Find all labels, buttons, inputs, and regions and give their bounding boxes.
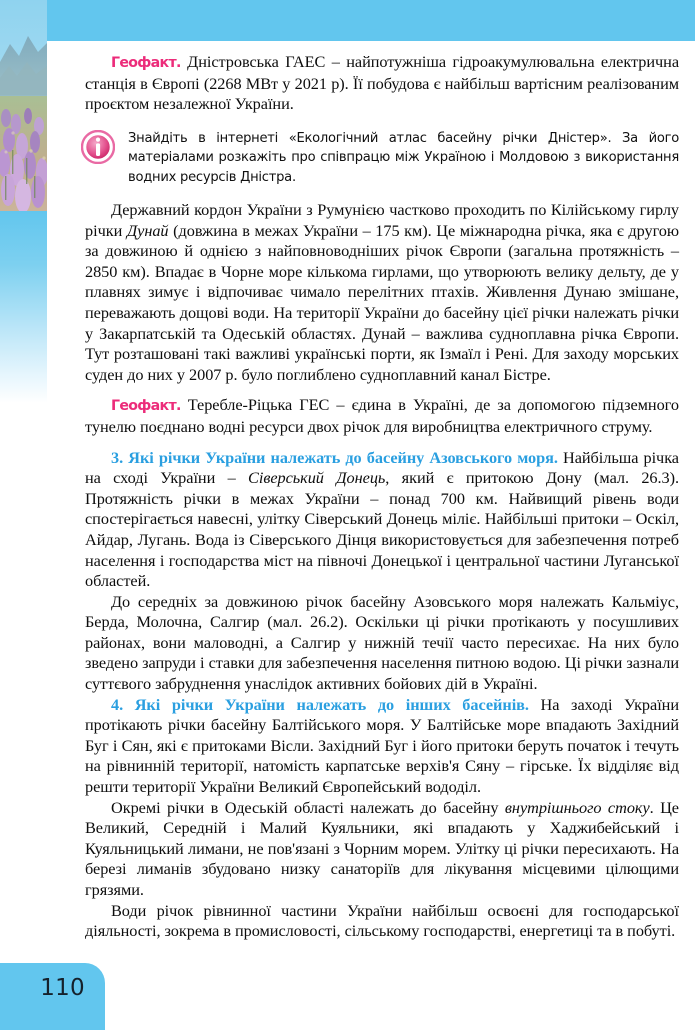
section-4-paragraph-2	[85, 798, 679, 901]
geofact-label: Геофакт.	[111, 398, 181, 415]
section-3-text1: Найбільша річка на сході України –	[85, 447, 679, 488]
geofact-paragraph-2	[85, 395, 679, 437]
geofact-paragraph-1	[85, 52, 679, 115]
page-content	[85, 52, 679, 942]
page-number: 110	[40, 975, 85, 1001]
section-3-heading: 3. Які річки України належать до басейну Азовського моря.	[111, 447, 558, 467]
section-4-text1: На заході України протікають річки басейну Балтійського моря. У Балтійське море впадають Західний Буг і Сян, які є притоками Вісли. Західний Буг і його притоки беруть початок і течуть на рівнинній території, натомість карпатське верхів'я Сяну – гірське. Їх відділяє від решти території України Великий Європейський вододіл.	[85, 694, 680, 797]
inner-flow-text-a: Окремі річки в Одеській області належать до басейну	[111, 797, 505, 817]
section-3-text2: , який є притокою Дону (мал. 26.3). Протяжність річки в межах України – понад 700 км. Найвищий рівень води спостерігається навесні, улітку Сіверський Донець міліє. Найбільші притоки – Оскіл, Айдар, Лугань. Вода із Сіверського Дінця використовується для забезпечення потреб населення і господарства міст на півночі Донецької і центральної частини Луганської областей.	[85, 468, 680, 591]
section-3-paragraph-2: До середніх за довжиною річок басейну Азовського моря належать Кальміус, Берда, Молочна, Салгир (мал. 26.2). Оскільки ці річки протікають у посушливих районах, вони маловодні, а Салгир у нижній течії часто пересихає. На них було зведено запруди і ставки для забезпечення населення питною водою. Ці річки зазнали суттєвого забруднення унаслідок активних бойових дій в Україні.	[85, 591, 679, 694]
mountain-crocus-illustration	[0, 0, 47, 211]
inner-flow-text-b: . Це Великий, Середній і Малий Куяльники, які впадають у Хаджибейський і Куяльницький лимани, не пов'язані з Чорним морем. Улітку ці річки пересихають. На березі лиманів збудовано низку санаторіїв для лікування місцевими цілющими грязями.	[85, 797, 679, 899]
info-callout-text: Знайдіть в інтернеті «Екологічний атлас басейну річки Дністер». За його матеріалами розкажіть про співпрацю між Україною і Молдовою з використання водних ресурсів Дністра.	[128, 130, 679, 185]
info-circle-icon	[81, 130, 115, 164]
siverskyi-donets-name: Сіверський Донець	[248, 468, 386, 488]
spacer	[85, 385, 679, 395]
section-3-paragraph-1	[85, 448, 679, 592]
left-blue-gradient-strip	[0, 211, 47, 403]
paragraph-danube	[85, 200, 679, 385]
geofact-text: Дністровська ГАЕС – найпотужніша гідроакумулювальна електрична станція в Європі (2268 МВт у 2021 р). Її побудова є найбільш вартісним реалізованим проєктом незалежної України.	[85, 52, 679, 114]
page-number-tab	[0, 963, 105, 1030]
section-4-heading: 4. Які річки України належать до інших басейнів.	[111, 694, 529, 714]
danube-text-part1: Державний кордон України з Румунією частково проходить по Кілійському гирлу річки	[85, 200, 679, 240]
danube-river-name: Дунай	[126, 220, 169, 240]
spacer	[85, 438, 679, 448]
inner-flow-term: внутрішнього стоку	[504, 797, 650, 817]
geofact-text: Теребле-Ріцька ГЕС – єдина в Україні, де за допомогою підземного тунелю поєднано водні ресурси двох річок для виробництва електричного струму.	[85, 395, 679, 436]
geofact-label: Геофакт.	[111, 55, 181, 71]
spacer	[85, 187, 679, 200]
info-callout	[85, 129, 679, 187]
section-4-paragraph-3: Води річок рівнинної частини України найбільш освоєні для господарської діяльності, зокрема в промисловості, сільському господарстві, енергетиці та в побуті.	[85, 900, 679, 941]
blue-header-band	[0, 0, 695, 41]
danube-text-part2: (довжина в межах України – 175 км). Це міжнародна річка, яка є другою за довжиною й однією з найповноводніших річок Європи (загальна протяжність – 2850 км). Впадає в Чорне море кількома гирлами, що утворюють велику дельту, де у плавнях зимує і відпочиває чимало перелітних птахів. Живлення Дунаю змішане, переважають дощові води. На території України до басейну цієї річки належать річки у Закарпатській та Одеській областях. Дунай – важлива судноплавна річка Європи. Тут розташовані такі важливі українські порти, як Ізмаїл і Рені. Для заходу морських суден до них у 2007 р. було поглиблено судноплавний канал Бістре.	[85, 220, 679, 384]
section-4-paragraph-1	[85, 695, 679, 798]
decorative-photo-strip	[0, 0, 47, 211]
